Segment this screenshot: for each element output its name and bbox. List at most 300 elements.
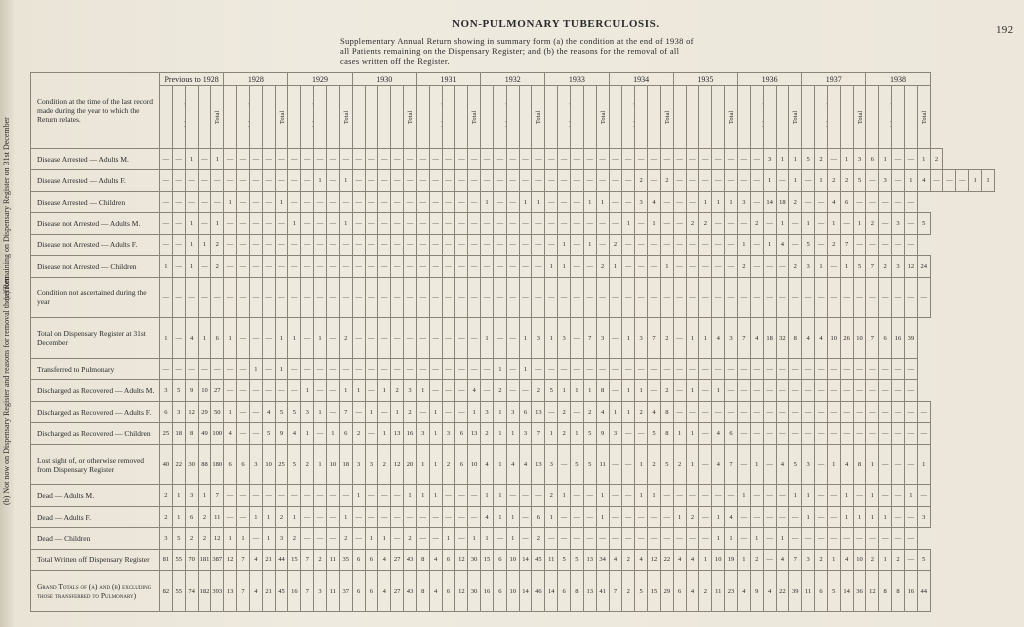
table-cell: 14	[545, 571, 558, 612]
table-cell: —	[583, 358, 596, 379]
table-cell: 387	[211, 549, 224, 570]
table-cell: —	[712, 401, 725, 422]
table-cell: —	[442, 358, 455, 379]
table-cell: 1	[725, 528, 738, 549]
table-cell: 1	[493, 358, 506, 379]
table-cell: 1	[596, 191, 609, 212]
table-cell: 10	[326, 444, 339, 485]
table-cell: 4	[288, 423, 301, 444]
table-cell: —	[815, 444, 828, 485]
table-cell: —	[326, 485, 339, 506]
table-cell: 1	[776, 149, 789, 170]
table-cell: 1	[506, 423, 519, 444]
table-cell: 10	[853, 549, 866, 570]
year-header: 1931	[416, 73, 480, 86]
table-cell: 55	[172, 571, 185, 612]
table-cell: —	[275, 170, 288, 191]
table-cell: 4	[776, 444, 789, 485]
table-row	[31, 571, 995, 612]
table-cell: —	[904, 423, 917, 444]
table-cell: —	[378, 213, 391, 234]
table-cell: 4	[249, 549, 262, 570]
table-cell: —	[750, 380, 763, 401]
table-cell: —	[648, 149, 661, 170]
table-cell: —	[365, 380, 378, 401]
table-cell: —	[365, 170, 378, 191]
table-cell: 12	[224, 549, 237, 570]
table-cell: —	[763, 401, 776, 422]
table-cell: —	[301, 234, 314, 255]
table-cell: 29	[660, 571, 673, 612]
table-cell: —	[571, 358, 584, 379]
table-cell: —	[429, 358, 442, 379]
table-cell: 2	[314, 549, 327, 570]
table-cell: —	[737, 213, 750, 234]
table-cell: 1	[699, 549, 712, 570]
table-cell: —	[506, 256, 519, 277]
table-cell: —	[455, 277, 468, 318]
table-cell: 45	[532, 549, 545, 570]
table-cell: 12	[211, 528, 224, 549]
table-cell: 180	[211, 444, 224, 485]
table-cell: —	[224, 506, 237, 527]
table-cell: 2	[866, 213, 879, 234]
table-cell: —	[365, 256, 378, 277]
table-cell: —	[802, 423, 815, 444]
table-cell: 3	[481, 401, 494, 422]
table-cell: 1	[275, 318, 288, 359]
table-cell: 1	[378, 528, 391, 549]
table-cell: —	[224, 380, 237, 401]
table-cell: —	[622, 444, 635, 485]
table-cell: —	[737, 380, 750, 401]
table-cell: 1	[802, 213, 815, 234]
table-cell: —	[866, 528, 879, 549]
table-cell: —	[892, 277, 905, 318]
table-cell: —	[442, 485, 455, 506]
table-cell: —	[827, 380, 840, 401]
table-cell: 1	[609, 401, 622, 422]
table-cell: —	[301, 318, 314, 359]
table-cell: 1	[596, 506, 609, 527]
table-cell: —	[673, 401, 686, 422]
table-cell: —	[866, 277, 879, 318]
year-header: 1936	[737, 73, 801, 86]
table-cell: 8	[596, 380, 609, 401]
table-cell: —	[815, 380, 828, 401]
table-cell: —	[827, 528, 840, 549]
table-cell: —	[699, 423, 712, 444]
table-cell: 4	[776, 234, 789, 255]
table-cell: 1	[468, 528, 481, 549]
table-cell: —	[493, 256, 506, 277]
table-cell: —	[558, 506, 571, 527]
table-cell: 2	[789, 191, 802, 212]
table-cell: 2	[866, 549, 879, 570]
table-cell: —	[635, 423, 648, 444]
table-cell: —	[648, 170, 661, 191]
table-cell: —	[519, 149, 532, 170]
subcolumn-header	[429, 86, 442, 149]
table-cell: 2	[699, 213, 712, 234]
table-cell: —	[429, 170, 442, 191]
table-cell: —	[249, 234, 262, 255]
table-cell: —	[314, 213, 327, 234]
table-cell: 50	[211, 401, 224, 422]
table-cell: 1	[737, 485, 750, 506]
table-cell: —	[301, 149, 314, 170]
row-label: Dead — Children	[31, 528, 160, 549]
row-label: Transferred to Pulmonary	[31, 358, 160, 379]
table-cell: —	[776, 401, 789, 422]
table-cell: 3	[763, 149, 776, 170]
table-cell: 5	[917, 213, 930, 234]
table-cell: —	[776, 277, 789, 318]
table-cell: —	[635, 277, 648, 318]
table-cell: 1	[352, 485, 365, 506]
table-cell: —	[879, 358, 892, 379]
table-cell: 8	[416, 549, 429, 570]
table-cell: 6	[224, 444, 237, 485]
table-cell: 4	[840, 444, 853, 485]
subcolumn-header	[416, 86, 429, 149]
table-cell: —	[211, 277, 224, 318]
table-cell: 2	[532, 528, 545, 549]
table-cell: 4	[776, 549, 789, 570]
table-cell: —	[904, 549, 917, 570]
table-cell: —	[725, 213, 738, 234]
table-cell: —	[763, 256, 776, 277]
table-cell: 16	[892, 318, 905, 359]
table-cell: 11	[596, 444, 609, 485]
subcolumn-header	[827, 86, 840, 149]
table-cell: —	[326, 277, 339, 318]
table-cell: 7	[789, 549, 802, 570]
table-cell: —	[391, 191, 404, 212]
table-cell: —	[815, 485, 828, 506]
table-cell: 1	[802, 485, 815, 506]
table-cell: 1	[737, 234, 750, 255]
table-cell: 10	[827, 318, 840, 359]
table-cell: 2	[288, 528, 301, 549]
table-cell: —	[725, 380, 738, 401]
table-cell: —	[737, 506, 750, 527]
row-label: Lost sight of, or otherwise removed from Dispensary Register	[31, 444, 160, 485]
table-cell: —	[789, 234, 802, 255]
table-cell: 15	[288, 549, 301, 570]
table-cell: 21	[262, 571, 275, 612]
table-cell: —	[596, 358, 609, 379]
table-cell: —	[506, 234, 519, 255]
page-number: 192	[996, 24, 1014, 36]
table-cell: —	[622, 423, 635, 444]
table-cell: —	[635, 528, 648, 549]
table-cell: —	[365, 213, 378, 234]
table-cell: —	[545, 170, 558, 191]
table-cell: 1	[224, 318, 237, 359]
table-cell: —	[686, 528, 699, 549]
table-cell: —	[352, 149, 365, 170]
table-cell: —	[892, 401, 905, 422]
table-cell: —	[429, 380, 442, 401]
table-cell: 5	[648, 423, 661, 444]
table-cell: 1	[326, 423, 339, 444]
table-cell: —	[468, 213, 481, 234]
table-cell: 1	[339, 213, 352, 234]
table-cell: —	[532, 256, 545, 277]
table-cell: 8	[892, 571, 905, 612]
table-cell: 14	[519, 549, 532, 570]
table-cell: —	[904, 444, 917, 485]
table-cell: —	[301, 528, 314, 549]
table-cell: —	[712, 485, 725, 506]
subcolumn-header: Total	[596, 86, 609, 149]
table-cell: —	[442, 277, 455, 318]
table-cell: —	[789, 358, 802, 379]
table-cell: 45	[275, 571, 288, 612]
table-cell: 2	[892, 549, 905, 570]
table-cell: —	[789, 528, 802, 549]
table-cell: 7	[609, 571, 622, 612]
table-cell: —	[404, 358, 417, 379]
table-cell: —	[712, 358, 725, 379]
table-cell: —	[583, 277, 596, 318]
table-cell: 1	[737, 549, 750, 570]
table-cell: —	[725, 485, 738, 506]
table-cell: 4	[262, 401, 275, 422]
table-cell: 6	[866, 149, 879, 170]
subcolumn-header	[699, 86, 712, 149]
table-cell: 5	[172, 380, 185, 401]
table-cell: —	[262, 213, 275, 234]
table-cell: 1	[314, 401, 327, 422]
table-cell: 35	[339, 549, 352, 570]
table-cell: —	[532, 277, 545, 318]
table-cell: —	[172, 234, 185, 255]
table-cell: —	[686, 485, 699, 506]
table-cell: 4	[596, 401, 609, 422]
subcolumn-header	[571, 86, 584, 149]
table-cell: 4	[763, 571, 776, 612]
table-cell: —	[558, 444, 571, 485]
table-cell: —	[622, 506, 635, 527]
table-cell: —	[301, 277, 314, 318]
table-cell: —	[391, 256, 404, 277]
table-cell: —	[532, 149, 545, 170]
table-cell: —	[301, 191, 314, 212]
table-cell: —	[224, 256, 237, 277]
table-cell: —	[622, 256, 635, 277]
table-cell: 4	[712, 444, 725, 485]
table-cell: 2	[737, 256, 750, 277]
subcolumn-header	[237, 86, 250, 149]
subcolumn-header	[815, 86, 828, 149]
table-cell: —	[917, 277, 930, 318]
table-cell: —	[725, 234, 738, 255]
table-cell: —	[622, 191, 635, 212]
table-cell: 2	[211, 256, 224, 277]
table-cell: —	[750, 170, 763, 191]
table-cell: 2	[750, 213, 763, 234]
table-cell: 3	[301, 401, 314, 422]
table-cell: —	[699, 506, 712, 527]
table-row	[31, 149, 995, 170]
table-cell: 1	[416, 380, 429, 401]
table-cell: 4	[750, 318, 763, 359]
table-cell: 3	[892, 213, 905, 234]
table-cell: —	[391, 506, 404, 527]
table-cell: —	[532, 170, 545, 191]
subcolumn-header: Total	[853, 86, 866, 149]
table-cell: 6	[532, 506, 545, 527]
table-cell: 4	[429, 549, 442, 570]
table-cell: —	[378, 318, 391, 359]
table-cell: —	[326, 149, 339, 170]
table-cell: 5	[827, 571, 840, 612]
table-cell: 6	[879, 318, 892, 359]
table-cell: —	[712, 213, 725, 234]
table-cell: —	[249, 191, 262, 212]
table-row	[31, 277, 995, 318]
table-cell: —	[365, 318, 378, 359]
subcolumn-header	[904, 86, 917, 149]
table-cell: —	[609, 213, 622, 234]
table-cell: 27	[211, 380, 224, 401]
table-cell: —	[635, 149, 648, 170]
table-cell: 1	[185, 256, 198, 277]
table-cell: —	[904, 191, 917, 212]
table-cell: —	[763, 506, 776, 527]
table-cell: —	[776, 485, 789, 506]
table-cell: 2	[815, 549, 828, 570]
table-cell: —	[763, 277, 776, 318]
table-cell: —	[481, 170, 494, 191]
table-cell: 5	[583, 423, 596, 444]
table-cell: —	[378, 506, 391, 527]
table-cell: 1	[635, 485, 648, 506]
table-row	[31, 506, 995, 527]
table-cell: 12	[904, 256, 917, 277]
table-cell: 12	[648, 549, 661, 570]
table-cell: 1	[185, 149, 198, 170]
table-cell: —	[288, 234, 301, 255]
table-cell: —	[673, 213, 686, 234]
table-cell: —	[904, 213, 917, 234]
table-cell: —	[365, 506, 378, 527]
table-cell: —	[160, 170, 173, 191]
table-cell: —	[506, 191, 519, 212]
table-cell: —	[776, 423, 789, 444]
table-cell: —	[314, 256, 327, 277]
table-cell: —	[416, 277, 429, 318]
table-cell: —	[481, 380, 494, 401]
table-cell: —	[750, 234, 763, 255]
table-cell: —	[519, 528, 532, 549]
subcolumn-header	[686, 86, 699, 149]
table-cell: —	[904, 401, 917, 422]
table-cell: —	[455, 213, 468, 234]
table-cell: 26	[840, 318, 853, 359]
table-cell: —	[558, 358, 571, 379]
table-cell: —	[879, 485, 892, 506]
table-cell: 1	[545, 506, 558, 527]
table-cell: 1	[185, 234, 198, 255]
table-cell: 3	[365, 444, 378, 485]
table-cell: —	[648, 277, 661, 318]
table-cell: —	[172, 170, 185, 191]
table-cell: —	[545, 234, 558, 255]
table-cell: 1	[802, 506, 815, 527]
table-cell: —	[352, 358, 365, 379]
subcolumn-header	[198, 86, 211, 149]
table-cell: —	[879, 444, 892, 485]
table-cell: 13	[224, 571, 237, 612]
table-cell: —	[326, 170, 339, 191]
table-cell: 1	[275, 191, 288, 212]
subcolumn-header	[558, 86, 571, 149]
table-cell: —	[314, 528, 327, 549]
row-label: Discharged as Recovered — Adults M.	[31, 380, 160, 401]
table-cell: —	[904, 506, 917, 527]
row-label: Discharged as Recovered — Adults F.	[31, 401, 160, 422]
table-cell: —	[352, 170, 365, 191]
table-cell: —	[262, 380, 275, 401]
table-cell: —	[827, 401, 840, 422]
table-cell: —	[416, 256, 429, 277]
table-cell: 1	[660, 256, 673, 277]
table-cell: 1	[339, 380, 352, 401]
table-cell: —	[571, 485, 584, 506]
table-cell: 12	[455, 571, 468, 612]
table-row	[31, 485, 995, 506]
table-cell: 4	[827, 191, 840, 212]
table-cell: 11	[211, 506, 224, 527]
table-cell: —	[185, 191, 198, 212]
table-cell: 34	[596, 549, 609, 570]
table-cell: 4	[468, 380, 481, 401]
table-cell: 81	[160, 549, 173, 570]
table-cell: 6	[558, 571, 571, 612]
table-cell: 4	[712, 318, 725, 359]
table-cell: 3	[160, 528, 173, 549]
table-cell: 1	[224, 191, 237, 212]
table-cell: —	[378, 256, 391, 277]
table-cell: —	[455, 170, 468, 191]
table-cell: 2	[404, 528, 417, 549]
table-cell: —	[481, 149, 494, 170]
table-cell: 1	[776, 528, 789, 549]
table-cell: —	[622, 358, 635, 379]
table-cell: —	[262, 256, 275, 277]
table-cell: —	[558, 149, 571, 170]
table-cell: 4	[648, 401, 661, 422]
table-cell: 8	[853, 444, 866, 485]
table-cell: —	[571, 401, 584, 422]
table-cell: 2	[789, 256, 802, 277]
table-cell: —	[699, 277, 712, 318]
table-cell: 21	[262, 549, 275, 570]
table-cell: —	[904, 380, 917, 401]
table-cell: 6	[352, 571, 365, 612]
table-cell: —	[455, 234, 468, 255]
table-cell: 10	[506, 571, 519, 612]
table-cell: —	[853, 401, 866, 422]
table-cell: —	[840, 213, 853, 234]
table-cell: —	[879, 234, 892, 255]
table-cell: —	[198, 191, 211, 212]
table-cell: —	[416, 191, 429, 212]
table-cell: —	[288, 277, 301, 318]
